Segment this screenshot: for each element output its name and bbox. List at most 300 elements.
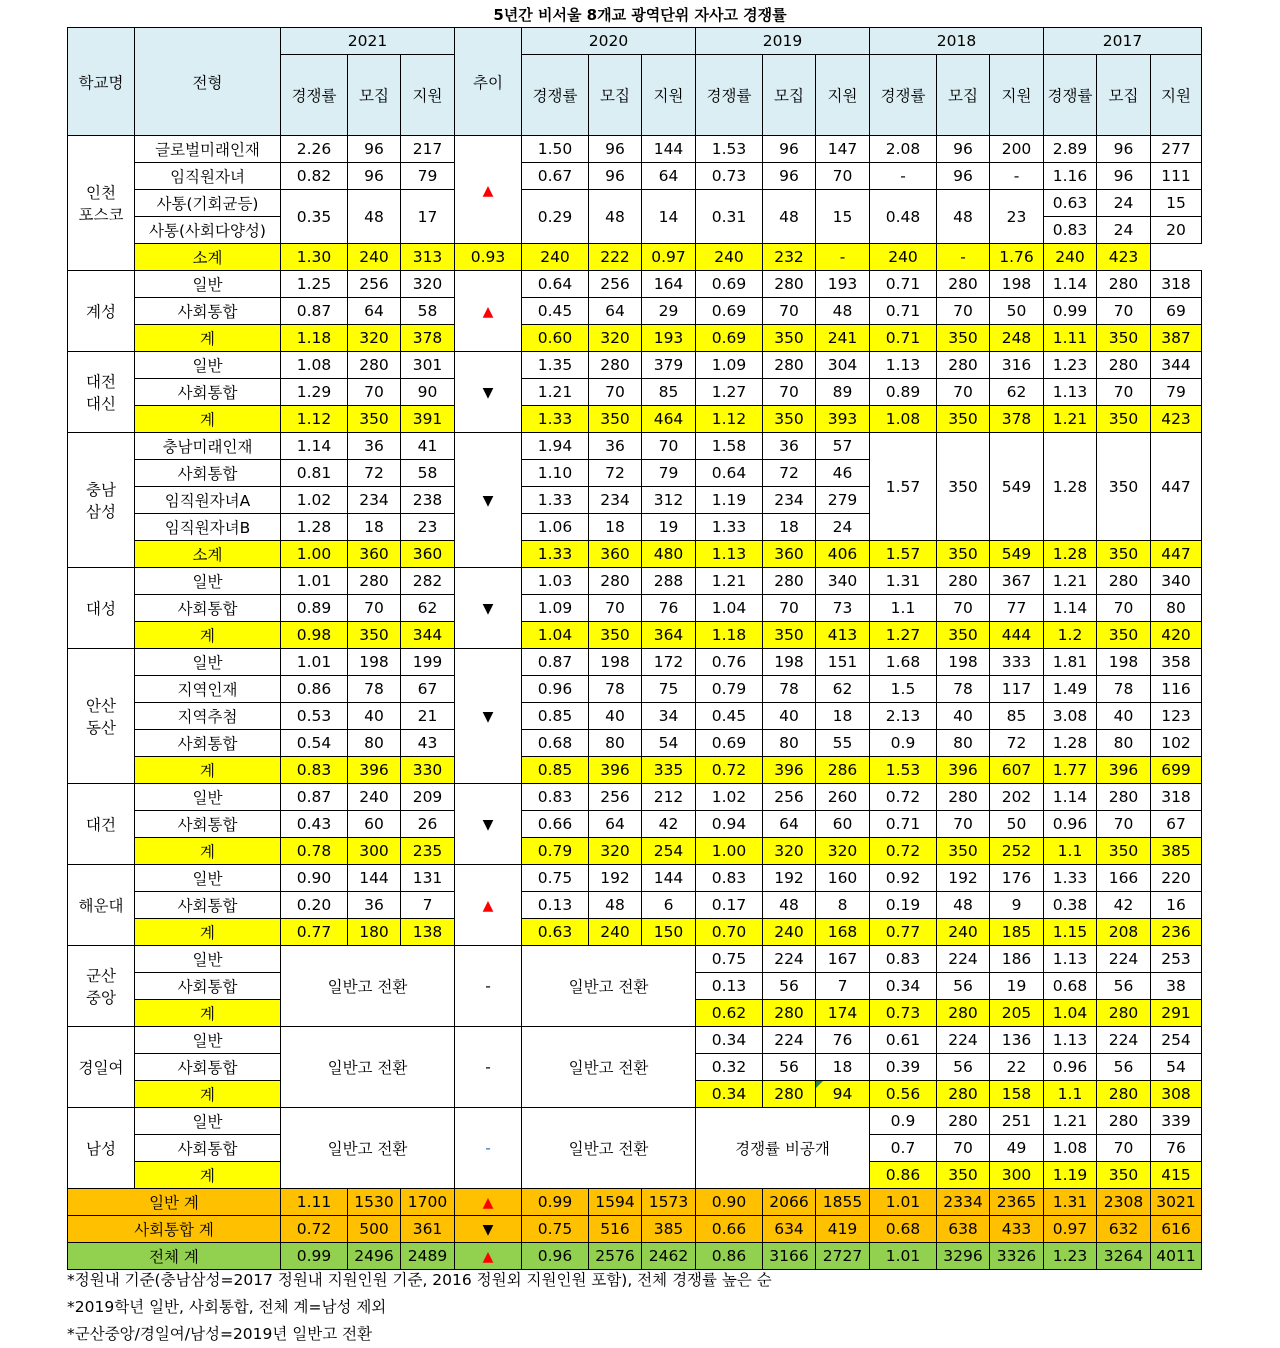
value-cell: 1.28 xyxy=(281,514,348,541)
table-row xyxy=(68,1027,1202,1054)
value-cell: 198 xyxy=(348,649,401,676)
header-subcol: 모집 xyxy=(937,55,990,136)
header-subcol: 지원 xyxy=(990,55,1044,136)
value-cell: 379 xyxy=(642,352,696,379)
value-cell: 78 xyxy=(1097,676,1151,703)
subtotal-value-cell: 0.98 xyxy=(281,622,348,649)
value-cell: 0.73 xyxy=(696,163,763,190)
value-cell: 64 xyxy=(589,298,642,325)
summary-value-cell: 1530 xyxy=(348,1189,401,1216)
value-cell: 18 xyxy=(816,703,870,730)
school-name: 계성 xyxy=(86,303,116,321)
value-cell: 80 xyxy=(348,730,401,757)
value-cell: 0.66 xyxy=(522,811,589,838)
subtotal-value-cell: 0.83 xyxy=(281,757,348,784)
value-cell: 78 xyxy=(589,676,642,703)
value-cell: 19 xyxy=(642,514,696,541)
value-cell: 48 xyxy=(763,892,816,919)
value-cell: 72 xyxy=(589,460,642,487)
header-subcol: 모집 xyxy=(1097,55,1151,136)
header-subcol: 지원 xyxy=(816,55,870,136)
subtotal-value-cell: 0.62 xyxy=(696,1000,763,1027)
value-cell: 78 xyxy=(348,676,401,703)
value-cell: 0.96 xyxy=(1044,811,1097,838)
value-cell: 41 xyxy=(401,433,455,460)
merged-value-cell: 350 xyxy=(937,433,990,541)
value-cell: 42 xyxy=(1097,892,1151,919)
value-cell: 117 xyxy=(990,676,1044,703)
subtotal-value-cell: 387 xyxy=(1151,325,1202,352)
trend-cell xyxy=(455,1027,522,1108)
trend-icon: ▼ xyxy=(482,493,494,509)
converted-note: 일반고 전환 xyxy=(281,1027,455,1108)
value-cell: 70 xyxy=(348,379,401,406)
subtotal-value-cell: 0.79 xyxy=(522,838,589,865)
value-cell: 192 xyxy=(763,865,816,892)
value-cell: 36 xyxy=(589,433,642,460)
subtotal-value-cell: 280 xyxy=(937,1081,990,1108)
type-cell: 충남미래인재 xyxy=(135,433,281,460)
subtotal-value-cell: 1.13 xyxy=(696,541,763,568)
value-cell: 0.99 xyxy=(1044,298,1097,325)
value-cell: 1.28 xyxy=(1044,730,1097,757)
value-cell: 280 xyxy=(348,568,401,595)
trend-icon: ▼ xyxy=(482,709,494,725)
undisclosed-note: 경쟁률 비공개 xyxy=(696,1108,870,1189)
school-name-line: 군산 xyxy=(86,967,116,985)
value-cell: 1.49 xyxy=(1044,676,1097,703)
type-cell: 일반 xyxy=(135,568,281,595)
value-cell: 320 xyxy=(401,271,455,298)
value-cell: 254 xyxy=(1151,1027,1202,1054)
merged-value-cell: 549 xyxy=(990,433,1044,541)
value-cell: 1.14 xyxy=(1044,595,1097,622)
converted-note: 일반고 전환 xyxy=(522,1108,696,1189)
subtotal-value-cell: 396 xyxy=(937,757,990,784)
value-cell: 144 xyxy=(642,865,696,892)
converted-note: 일반고 전환 xyxy=(281,1108,455,1189)
value-cell: 280 xyxy=(1097,271,1151,298)
summary-value-cell: 3166 xyxy=(763,1243,816,1270)
subtotal-value-cell: 350 xyxy=(348,406,401,433)
value-cell: 251 xyxy=(990,1108,1044,1135)
subtotal-value-cell: 364 xyxy=(642,622,696,649)
table-row xyxy=(68,1108,1202,1135)
value-cell: 3.08 xyxy=(1044,703,1097,730)
value-cell: 0.35 xyxy=(281,190,348,244)
value-cell: 80 xyxy=(937,730,990,757)
value-cell: 282 xyxy=(401,568,455,595)
subtotal-value-cell: 350 xyxy=(589,622,642,649)
table-row xyxy=(68,352,1202,379)
subtotal-value-cell: 350 xyxy=(763,622,816,649)
value-cell: 56 xyxy=(1097,973,1151,1000)
value-cell: 0.54 xyxy=(281,730,348,757)
summary-value-cell: 1.23 xyxy=(1044,1243,1097,1270)
value-cell: 240 xyxy=(348,784,401,811)
value-cell: 0.67 xyxy=(522,163,589,190)
value-cell: 277 xyxy=(1151,136,1202,163)
value-cell: 69 xyxy=(1151,298,1202,325)
value-cell: 0.87 xyxy=(522,649,589,676)
subtotal-value-cell: 240 xyxy=(763,919,816,946)
trend-icon: - xyxy=(485,1058,491,1076)
school-name-line: 대신 xyxy=(86,395,116,413)
table-row xyxy=(68,28,1202,55)
value-cell: 0.71 xyxy=(870,811,937,838)
value-cell: 58 xyxy=(401,298,455,325)
subtotal-value-cell: 1.30 xyxy=(281,244,348,271)
value-cell: 164 xyxy=(642,271,696,298)
header-year: 2019 xyxy=(696,28,870,55)
value-cell: 64 xyxy=(642,163,696,190)
value-cell: 40 xyxy=(589,703,642,730)
subtotal-value-cell: 420 xyxy=(1151,622,1202,649)
value-cell: 85 xyxy=(990,703,1044,730)
value-cell: 70 xyxy=(348,595,401,622)
trend-cell xyxy=(455,568,522,649)
value-cell: 67 xyxy=(401,676,455,703)
value-cell: 96 xyxy=(1097,163,1151,190)
subtotal-value-cell: 320 xyxy=(589,838,642,865)
school-name-cell xyxy=(68,784,135,865)
value-cell: 160 xyxy=(816,865,870,892)
value-cell: 48 xyxy=(937,190,990,244)
value-cell: 151 xyxy=(816,649,870,676)
subtotal-value-cell: 385 xyxy=(1151,838,1202,865)
value-cell: 0.34 xyxy=(870,973,937,1000)
summary-value-cell: 0.99 xyxy=(281,1243,348,1270)
value-cell: 1.13 xyxy=(1044,1027,1097,1054)
subtotal-value-cell: 1.21 xyxy=(1044,406,1097,433)
summary-value-cell: 433 xyxy=(990,1216,1044,1243)
table-row xyxy=(68,703,1202,730)
summary-value-cell: 1573 xyxy=(642,1189,696,1216)
value-cell: 0.64 xyxy=(696,460,763,487)
value-cell: 96 xyxy=(348,136,401,163)
subtotal-value-cell: 1.2 xyxy=(1044,622,1097,649)
value-cell: 0.76 xyxy=(696,649,763,676)
subtotal-value-cell: 423 xyxy=(1097,244,1151,271)
value-cell: 280 xyxy=(763,352,816,379)
summary-label: 일반 계 xyxy=(68,1189,281,1216)
value-cell: 0.48 xyxy=(870,190,937,244)
value-cell: 198 xyxy=(990,271,1044,298)
table-row xyxy=(68,433,1202,460)
trend-icon: ▲ xyxy=(482,1249,494,1265)
subtotal-value-cell: 464 xyxy=(642,406,696,433)
summary-value-cell: 3326 xyxy=(990,1243,1044,1270)
subtotal-value-cell: 1.12 xyxy=(696,406,763,433)
table-row xyxy=(68,838,1202,865)
value-cell: 1.33 xyxy=(522,487,589,514)
subtotal-value-cell: 0.72 xyxy=(696,757,763,784)
type-cell: 일반 xyxy=(135,271,281,298)
subtotal-value-cell: 1.19 xyxy=(1044,1162,1097,1189)
type-cell: 계 xyxy=(135,406,281,433)
value-cell: 198 xyxy=(763,649,816,676)
value-cell: 60 xyxy=(348,811,401,838)
value-cell: 48 xyxy=(589,892,642,919)
table-row xyxy=(68,271,1202,298)
subtotal-value-cell: 350 xyxy=(763,406,816,433)
value-cell: 19 xyxy=(990,973,1044,1000)
value-cell: 21 xyxy=(401,703,455,730)
type-cell: 지역인재 xyxy=(135,676,281,703)
value-cell: 1.13 xyxy=(1044,946,1097,973)
summary-value-cell: 361 xyxy=(401,1216,455,1243)
value-cell: 70 xyxy=(937,811,990,838)
value-cell: 209 xyxy=(401,784,455,811)
table-row xyxy=(68,1189,1202,1216)
subtotal-value-cell: 254 xyxy=(642,838,696,865)
value-cell: 78 xyxy=(937,676,990,703)
header-year: 2017 xyxy=(1044,28,1202,55)
value-cell: 1.03 xyxy=(522,568,589,595)
summary-value-cell: 0.96 xyxy=(522,1243,589,1270)
value-cell: 24 xyxy=(816,514,870,541)
subtotal-value-cell: 350 xyxy=(589,406,642,433)
type-cell: 사회통합 xyxy=(135,811,281,838)
summary-value-cell: 2462 xyxy=(642,1243,696,1270)
subtotal-value-cell: 350 xyxy=(1097,325,1151,352)
school-name-line: 안산 xyxy=(86,697,116,715)
subtotal-value-cell: 0.63 xyxy=(522,919,589,946)
trend-icon: - xyxy=(485,1139,491,1157)
type-cell: 사회통합 xyxy=(135,298,281,325)
trend-cell xyxy=(455,1216,522,1243)
value-cell: 224 xyxy=(937,946,990,973)
value-cell: 1.16 xyxy=(1044,163,1097,190)
value-cell: 1.94 xyxy=(522,433,589,460)
value-cell: 60 xyxy=(816,811,870,838)
subtotal-value-cell: 350 xyxy=(937,325,990,352)
trend-cell xyxy=(455,136,522,244)
value-cell: 40 xyxy=(1097,703,1151,730)
value-cell: 56 xyxy=(763,973,816,1000)
subtotal-value-cell: 280 xyxy=(763,1081,816,1108)
table-row xyxy=(68,163,1202,190)
value-cell: 224 xyxy=(763,1027,816,1054)
value-cell: 224 xyxy=(937,1027,990,1054)
value-cell: 56 xyxy=(937,973,990,1000)
trend-cell xyxy=(455,649,522,784)
summary-value-cell: 516 xyxy=(589,1216,642,1243)
subtotal-value-cell: 415 xyxy=(1151,1162,1202,1189)
value-cell: 220 xyxy=(1151,865,1202,892)
value-cell: 234 xyxy=(763,487,816,514)
trend-cell xyxy=(455,1189,522,1216)
value-cell: 62 xyxy=(401,595,455,622)
school-name: 대성 xyxy=(86,600,116,618)
value-cell: 89 xyxy=(816,379,870,406)
value-cell: 48 xyxy=(816,298,870,325)
subtotal-value-cell: 252 xyxy=(990,838,1044,865)
header-subcol: 모집 xyxy=(763,55,816,136)
trend-cell xyxy=(455,1243,522,1270)
value-cell: 116 xyxy=(1151,676,1202,703)
value-cell: 58 xyxy=(401,460,455,487)
value-cell: 1.01 xyxy=(281,568,348,595)
value-cell: 38 xyxy=(1151,973,1202,1000)
value-cell: 70 xyxy=(763,298,816,325)
subtotal-value-cell: 0.34 xyxy=(696,1081,763,1108)
school-name: 해운대 xyxy=(78,897,124,915)
value-cell: 0.53 xyxy=(281,703,348,730)
table-row xyxy=(68,136,1202,163)
value-cell: 96 xyxy=(589,136,642,163)
summary-value-cell: 1.01 xyxy=(870,1243,937,1270)
summary-value-cell: 616 xyxy=(1151,1216,1202,1243)
value-cell: 280 xyxy=(937,568,990,595)
type-cell: 사회통합 xyxy=(135,730,281,757)
value-cell: 147 xyxy=(816,136,870,163)
summary-value-cell: 2576 xyxy=(589,1243,642,1270)
school-name-cell xyxy=(68,352,135,433)
type-cell: 계 xyxy=(135,325,281,352)
value-cell: 280 xyxy=(1097,784,1151,811)
value-cell: 1.1 xyxy=(870,595,937,622)
value-cell: 1.21 xyxy=(1044,568,1097,595)
value-cell: 238 xyxy=(401,487,455,514)
value-cell: 40 xyxy=(763,703,816,730)
value-cell: 1.02 xyxy=(696,784,763,811)
value-cell: 16 xyxy=(1151,892,1202,919)
footnote: *군산중앙/경일여/남성=2019년 일반고 전환 xyxy=(67,1325,373,1343)
trend-icon: ▲ xyxy=(482,304,494,320)
summary-value-cell: 634 xyxy=(763,1216,816,1243)
trend-icon: ▲ xyxy=(482,898,494,914)
value-cell: 1.21 xyxy=(522,379,589,406)
value-cell: 0.17 xyxy=(696,892,763,919)
table-row xyxy=(68,1243,1202,1270)
value-cell: 1.13 xyxy=(870,352,937,379)
value-cell: 72 xyxy=(348,460,401,487)
subtotal-value-cell: - xyxy=(816,244,870,271)
trend-cell xyxy=(455,946,522,1027)
summary-value-cell: 0.99 xyxy=(522,1189,589,1216)
value-cell: 144 xyxy=(642,136,696,163)
subtotal-value-cell: 396 xyxy=(589,757,642,784)
value-cell: 49 xyxy=(990,1135,1044,1162)
type-cell: 사회통합 xyxy=(135,973,281,1000)
value-cell: 17 xyxy=(401,190,455,244)
value-cell: 1.01 xyxy=(281,649,348,676)
subtotal-value-cell: 1.18 xyxy=(281,325,348,352)
school-name: 대건 xyxy=(86,816,116,834)
value-cell: 1.33 xyxy=(1044,865,1097,892)
subtotal-value-cell: 168 xyxy=(816,919,870,946)
value-cell: 85 xyxy=(642,379,696,406)
value-cell: 76 xyxy=(816,1027,870,1054)
value-cell: 1.14 xyxy=(1044,271,1097,298)
subtotal-value-cell: 396 xyxy=(1097,757,1151,784)
subtotal-value-cell: 406 xyxy=(816,541,870,568)
subtotal-value-cell: 193 xyxy=(642,325,696,352)
subtotal-value-cell: 291 xyxy=(1151,1000,1202,1027)
subtotal-value-cell: 205 xyxy=(990,1000,1044,1027)
value-cell: 78 xyxy=(763,676,816,703)
header-subcol: 경쟁률 xyxy=(696,55,763,136)
subtotal-value-cell: 350 xyxy=(1097,406,1151,433)
table-row xyxy=(68,676,1202,703)
value-cell: 90 xyxy=(401,379,455,406)
type-cell: 계 xyxy=(135,838,281,865)
value-cell: 131 xyxy=(401,865,455,892)
value-cell: 23 xyxy=(401,514,455,541)
subtotal-value-cell: 240 xyxy=(937,919,990,946)
school-name-cell xyxy=(68,136,135,271)
value-cell: 358 xyxy=(1151,649,1202,676)
value-cell: 70 xyxy=(763,595,816,622)
school-name-line: 동산 xyxy=(86,719,116,737)
subtotal-value-cell: 360 xyxy=(589,541,642,568)
value-cell: 136 xyxy=(990,1027,1044,1054)
value-cell: 1.06 xyxy=(522,514,589,541)
subtotal-value-cell: 1.11 xyxy=(1044,325,1097,352)
value-cell: 76 xyxy=(1151,1135,1202,1162)
value-cell: 56 xyxy=(937,1054,990,1081)
value-cell: 280 xyxy=(763,271,816,298)
value-cell: 9 xyxy=(990,892,1044,919)
value-cell: 2.89 xyxy=(1044,136,1097,163)
value-cell: 0.68 xyxy=(522,730,589,757)
value-cell: 80 xyxy=(589,730,642,757)
table-row xyxy=(68,811,1202,838)
subtotal-value-cell: 1.53 xyxy=(870,757,937,784)
table-row xyxy=(68,622,1202,649)
value-cell: 1.14 xyxy=(281,433,348,460)
summary-value-cell: 2308 xyxy=(1097,1189,1151,1216)
header-year: 2021 xyxy=(281,28,455,55)
school-name: 남성 xyxy=(86,1140,116,1158)
competition-rate-table xyxy=(67,27,1202,1270)
value-cell: 15 xyxy=(816,190,870,244)
value-cell: 67 xyxy=(1151,811,1202,838)
type-cell: 임직원자녀A xyxy=(135,487,281,514)
subtotal-value-cell: 180 xyxy=(348,919,401,946)
value-cell: 70 xyxy=(589,595,642,622)
school-name-cell xyxy=(68,568,135,649)
value-cell: 1.31 xyxy=(870,568,937,595)
subtotal-value-cell: 360 xyxy=(348,541,401,568)
subtotal-value-cell: 280 xyxy=(1097,1081,1151,1108)
value-cell: 70 xyxy=(1097,811,1151,838)
subtotal-value-cell: 320 xyxy=(763,838,816,865)
subtotal-value-cell: 1.04 xyxy=(522,622,589,649)
value-cell: 316 xyxy=(990,352,1044,379)
value-cell: 224 xyxy=(763,946,816,973)
value-cell: 0.87 xyxy=(281,298,348,325)
value-cell: 280 xyxy=(589,352,642,379)
subtotal-value-cell: 350 xyxy=(937,622,990,649)
value-cell: 79 xyxy=(1151,379,1202,406)
subtotal-value-cell: 1.76 xyxy=(990,244,1044,271)
value-cell: 62 xyxy=(990,379,1044,406)
header-school: 학교명 xyxy=(68,28,135,136)
value-cell: 198 xyxy=(1097,649,1151,676)
value-cell: 36 xyxy=(348,433,401,460)
value-cell: 304 xyxy=(816,352,870,379)
subtotal-value-cell: 208 xyxy=(1097,919,1151,946)
school-name-cell xyxy=(68,649,135,784)
value-cell: 0.96 xyxy=(1044,1054,1097,1081)
merged-value-cell: 1.57 xyxy=(870,433,937,541)
header-subcol: 경쟁률 xyxy=(281,55,348,136)
value-cell: 1.27 xyxy=(696,379,763,406)
header-year: 2018 xyxy=(870,28,1044,55)
school-name-line: 중앙 xyxy=(86,989,116,1007)
